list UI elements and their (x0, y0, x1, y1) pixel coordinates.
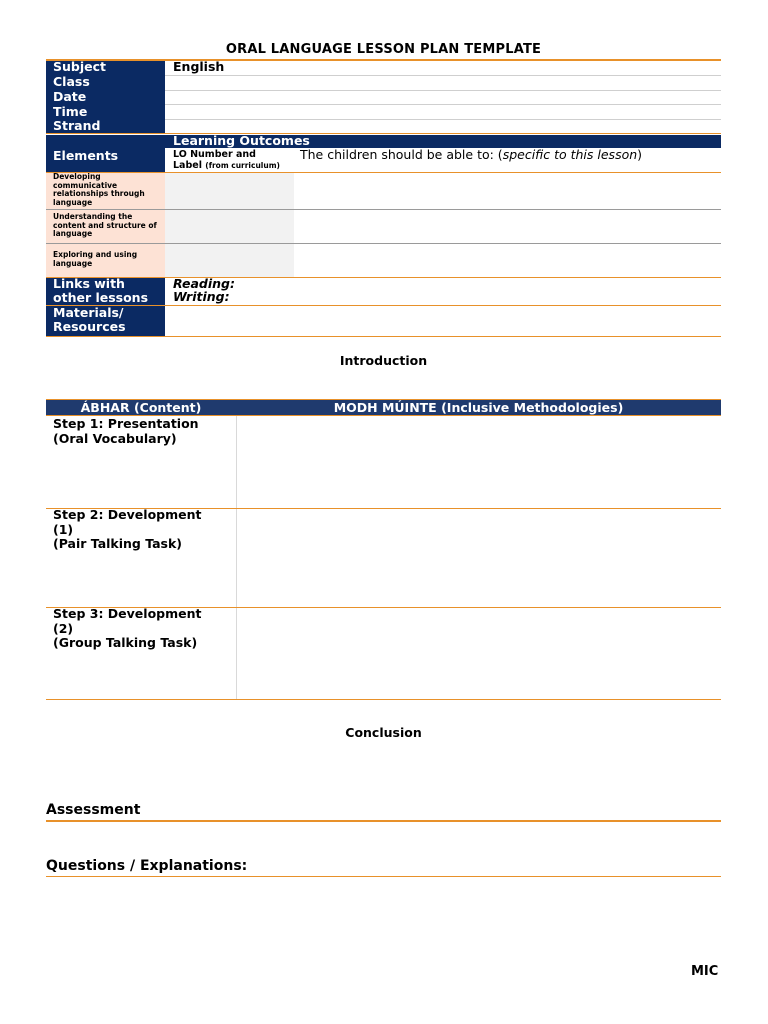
assessment-heading: Assessment (46, 802, 141, 818)
step-3-methodology[interactable] (237, 608, 721, 699)
subject-label: Subject (53, 59, 106, 74)
lo-number-label: LO Number and Label (from curriculum) (173, 149, 280, 171)
step-2-label: Step 2: Development (1) (Pair Talking Task) (53, 507, 202, 551)
row-divider (46, 699, 721, 700)
lo-number-cell[interactable] (165, 173, 294, 209)
materials-value[interactable] (165, 306, 721, 336)
page-title: ORAL LANGUAGE LESSON PLAN TEMPLATE (225, 42, 542, 57)
links-writing[interactable]: Writing: (173, 289, 230, 304)
row-divider (165, 119, 721, 120)
learning-outcomes-heading: Learning Outcomes (173, 133, 310, 148)
row-divider (165, 104, 721, 105)
content-column-header: ÁBHAR (Content) (80, 400, 202, 415)
lo-statement: The children should be able to: (specific to this lesson) (300, 147, 643, 162)
strand-label: Strand (53, 118, 101, 133)
lo-number-cell[interactable] (165, 244, 294, 277)
step-1-methodology[interactable] (237, 416, 721, 508)
assessment-underline (46, 820, 721, 822)
row-divider (46, 133, 721, 134)
date-label: Date (53, 89, 87, 104)
element-developing-relationships: Developing communicative relationships through language (53, 172, 145, 207)
methodology-column-header: MODH MÚINTE (Inclusive Methodologies) (333, 400, 624, 415)
questions-underline (46, 876, 721, 877)
row-divider (165, 90, 721, 91)
lo-number-cell[interactable] (165, 210, 294, 243)
step-3-label: Step 3: Development (2) (Group Talking Task) (53, 606, 202, 650)
row-divider (165, 75, 721, 76)
subject-value[interactable]: English (173, 59, 225, 74)
materials-label: Materials/ Resources (53, 305, 126, 334)
class-label: Class (53, 74, 90, 89)
conclusion-heading: Conclusion (345, 725, 422, 740)
step-1-label: Step 1: Presentation (Oral Vocabulary) (53, 416, 199, 446)
footer-mic-label: MIC (691, 964, 719, 979)
step-2-methodology[interactable] (237, 509, 721, 607)
element-understanding-content: Understanding the content and structure of language (53, 212, 157, 238)
questions-heading: Questions / Explanations: (46, 858, 248, 874)
time-label: Time (53, 104, 88, 119)
element-exploring-language: Exploring and using language (53, 250, 138, 268)
links-label: Links with other lessons (53, 276, 149, 305)
row-divider (46, 336, 721, 337)
introduction-heading: Introduction (339, 353, 428, 368)
elements-label: Elements (53, 148, 119, 163)
links-reading[interactable]: Reading: (173, 276, 235, 291)
